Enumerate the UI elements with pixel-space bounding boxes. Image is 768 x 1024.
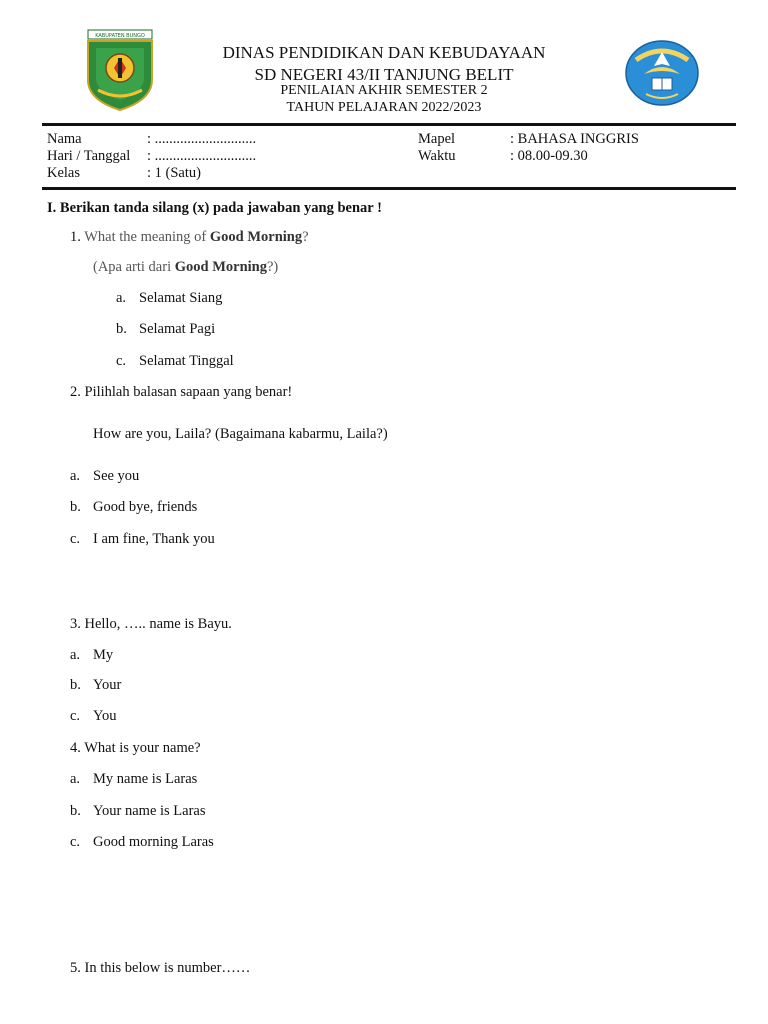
translation-text: (Apa arti dari: [93, 259, 175, 275]
answer-option[interactable]: Good morning Laras: [93, 834, 214, 850]
answer-option[interactable]: Your: [93, 677, 122, 693]
option-letter: b.: [70, 499, 81, 515]
answer-option[interactable]: My name is Laras: [93, 771, 198, 787]
answer-option[interactable]: Selamat Siang: [139, 290, 223, 306]
question-3: 3. Hello, ….. name is Bayu.: [70, 616, 232, 632]
waktu-label: Waktu: [418, 148, 456, 164]
question-5: 5. In this below is number……: [70, 960, 251, 976]
academic-year: TAHUN PELAJARAN 2022/2023: [286, 100, 482, 115]
translation-text-end: ?): [266, 259, 279, 275]
option-letter: c.: [70, 834, 81, 850]
option-letter: a.: [70, 647, 81, 663]
question-1-translation: [93, 259, 278, 276]
question-text-end: ?: [302, 229, 309, 245]
exam-title: PENILAIAN AKHIR SEMESTER 2: [280, 83, 488, 98]
waktu-value: : 08.00-09.30: [510, 148, 588, 164]
question-text: What the meaning of: [84, 229, 210, 245]
section-instruction: I. Berikan tanda silang (x) pada jawaban yang benar !: [47, 200, 382, 216]
option-letter: a.: [70, 468, 81, 484]
question-1: [70, 229, 309, 246]
kelas-value: : 1 (Satu): [147, 165, 201, 181]
option-letter: c.: [116, 353, 127, 369]
answer-option[interactable]: I am fine, Thank you: [93, 531, 215, 547]
answer-option[interactable]: Selamat Tinggal: [139, 353, 234, 369]
kelas-label: Kelas: [47, 165, 81, 181]
mapel-label: Mapel: [418, 131, 456, 147]
answer-option[interactable]: Your name is Laras: [93, 803, 206, 819]
agency-title: DINAS PENDIDIKAN DAN KEBUDAYAAN: [222, 43, 546, 62]
option-letter: a.: [116, 290, 127, 306]
answer-option[interactable]: Selamat Pagi: [139, 321, 216, 337]
answer-option[interactable]: See you: [93, 468, 140, 484]
hari-tanggal-label: Hari / Tanggal: [47, 148, 131, 164]
nama-field[interactable]: : ............................: [147, 131, 257, 147]
emblem-banner-text: KABUPATEN BUNGO: [95, 33, 145, 39]
answer-option[interactable]: My: [93, 647, 114, 663]
option-letter: c.: [70, 708, 81, 724]
mapel-value: : BAHASA INGGRIS: [510, 131, 639, 147]
option-letter: c.: [70, 531, 81, 547]
option-letter: b.: [70, 677, 81, 693]
answer-option[interactable]: Good bye, friends: [93, 499, 198, 515]
info-divider: [42, 187, 736, 190]
nama-label: Nama: [47, 131, 82, 147]
hari-tanggal-field[interactable]: : ............................: [147, 148, 257, 164]
question-2-prompt: How are you, Laila? (Bagaimana kabarmu, Laila?): [93, 426, 388, 442]
school-name: SD NEGERI 43/II TANJUNG BELIT: [254, 65, 514, 84]
question-number: 1.: [70, 229, 81, 245]
question-keyword: Good Morning: [209, 229, 303, 245]
question-2: 2. Pilihlah balasan sapaan yang benar!: [70, 384, 293, 400]
option-letter: b.: [116, 321, 127, 337]
answer-option[interactable]: You: [93, 708, 117, 724]
option-letter: a.: [70, 771, 81, 787]
header-divider: [42, 123, 736, 126]
question-4: 4. What is your name?: [70, 740, 201, 756]
option-letter: b.: [70, 803, 81, 819]
translation-keyword: Good Morning: [174, 259, 267, 275]
